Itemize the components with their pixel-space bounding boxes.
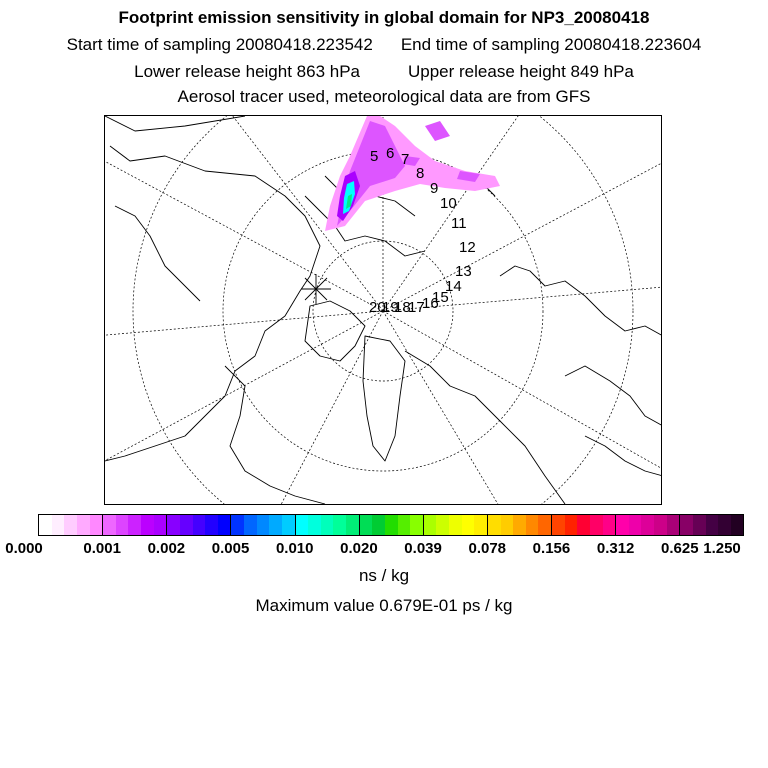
coastline xyxy=(115,206,200,301)
colorbar-cell xyxy=(154,515,167,535)
colorbar-cell xyxy=(308,515,321,535)
colorbar-tick-label: 1.250 xyxy=(703,540,741,557)
colorbar-cell xyxy=(551,515,565,535)
colorbar-cell xyxy=(372,515,385,535)
end-sampling: End time of sampling 20080418.223604 xyxy=(400,35,702,54)
colorbar-cell xyxy=(501,515,514,535)
coastline xyxy=(405,351,565,504)
colorbar-cell xyxy=(230,515,244,535)
trajectory-day-label: 20 xyxy=(369,299,386,316)
colorbar-cell xyxy=(679,515,693,535)
colorbar-cell xyxy=(90,515,103,535)
trajectory-day-label: 13 xyxy=(455,263,472,280)
colorbar-cell xyxy=(693,515,706,535)
colorbar-cell xyxy=(706,515,719,535)
colorbar-cell xyxy=(603,515,616,535)
colorbar-cell xyxy=(385,515,398,535)
colorbar-cell xyxy=(590,515,603,535)
trajectory-day-label: 17 xyxy=(408,299,425,316)
colorbar-cell xyxy=(359,515,373,535)
coastline xyxy=(305,196,425,256)
colorbar-cell xyxy=(487,515,501,535)
greenland xyxy=(363,336,405,461)
colorbar-tick-label: 0.156 xyxy=(532,540,571,557)
colorbar-cell xyxy=(77,515,90,535)
colorbar-cell xyxy=(64,515,77,535)
colorbar-cell xyxy=(641,515,654,535)
colorbar-cell xyxy=(346,515,359,535)
colorbar-cell xyxy=(321,515,334,535)
colorbar-cell xyxy=(193,515,206,535)
colorbar-cell xyxy=(141,515,154,535)
colorbar-cell xyxy=(629,515,642,535)
trajectory-day-label: 10 xyxy=(440,195,457,212)
trajectory-day-label: 14 xyxy=(445,278,462,295)
colorbar-cell xyxy=(731,515,744,535)
meridian-line xyxy=(105,311,383,466)
polar-map xyxy=(105,116,662,505)
colorbar-cell xyxy=(398,515,411,535)
map-frame xyxy=(104,115,662,505)
colorbar-cell xyxy=(410,515,423,535)
sampling-times xyxy=(0,35,768,55)
coastline xyxy=(585,436,662,476)
colorbar-cell xyxy=(513,515,526,535)
coastline xyxy=(565,366,662,426)
colorbar-units: ns / kg xyxy=(358,566,410,585)
meridian-line xyxy=(383,311,662,476)
colorbar-cell xyxy=(667,515,680,535)
colorbar-cell xyxy=(615,515,629,535)
colorbar-cell xyxy=(205,515,218,535)
page-title: Footprint emission sensitivity in global domain for NP3_20080418 xyxy=(118,8,650,27)
trajectory-day-label: 19 xyxy=(382,299,399,316)
colorbar-tick-label: 0.312 xyxy=(596,540,635,557)
colorbar-cell xyxy=(166,515,180,535)
trajectory-day-label: 15 xyxy=(432,289,449,306)
lower-release-height: Lower release height 863 hPa xyxy=(134,62,360,81)
coastline xyxy=(105,116,320,461)
island xyxy=(305,301,365,361)
colorbar-cell xyxy=(526,515,539,535)
coastline xyxy=(225,366,325,504)
trajectory-day-label: 11 xyxy=(451,215,467,232)
colorbar-cell xyxy=(180,515,193,535)
start-sampling: Start time of sampling 20080418.223542 xyxy=(66,35,373,54)
colorbar-tick-label: 0.039 xyxy=(404,540,442,557)
trajectory-day-label: 18 xyxy=(394,299,411,316)
colorbar-cell xyxy=(116,515,129,535)
colorbar-cell xyxy=(577,515,590,535)
colorbar-tick-label: 0.078 xyxy=(468,540,507,557)
colorbar-cell xyxy=(128,515,141,535)
trajectory-day-label: 9 xyxy=(430,180,439,197)
colorbar-cell xyxy=(474,515,487,535)
release-heights xyxy=(0,62,768,82)
colorbar-cell xyxy=(282,515,295,535)
colorbar-cell xyxy=(538,515,551,535)
tracer-info: Aerosol tracer used, meteorological data are from GFS xyxy=(177,87,591,106)
colorbar-tick-label: 0.005 xyxy=(211,540,250,557)
meridian-line xyxy=(105,311,383,336)
maximum-value: Maximum value 0.679E-01 ps / kg xyxy=(255,596,513,615)
trajectory-day-label: 7 xyxy=(401,151,410,168)
asterisk-icon xyxy=(301,274,331,304)
colorbar-cell xyxy=(462,515,475,535)
colorbar-cell xyxy=(244,515,257,535)
colorbar-cell xyxy=(52,515,65,535)
colorbar-cell xyxy=(218,515,231,535)
colorbar xyxy=(38,514,744,536)
colorbar-cell xyxy=(102,515,116,535)
colorbar-cell xyxy=(718,515,731,535)
colorbar-tick-label: 0.020 xyxy=(340,540,378,557)
colorbar-cell xyxy=(295,515,309,535)
colorbar-cell xyxy=(565,515,578,535)
trajectory-day-label: 5 xyxy=(370,148,379,165)
colorbar-tick-label: 0.000 xyxy=(5,540,43,557)
colorbar-cell xyxy=(333,515,346,535)
colorbar-cell xyxy=(654,515,667,535)
colorbar-cell xyxy=(436,515,449,535)
colorbar-tick-label: 0.001 xyxy=(83,540,121,557)
colorbar-cell xyxy=(257,515,270,535)
colorbar-tick-label: 0.625 xyxy=(661,540,699,557)
colorbar-tick-label: 0.002 xyxy=(147,540,186,557)
trajectory-day-label: 16 xyxy=(422,295,439,312)
coastline xyxy=(500,266,662,336)
trajectory-day-label: 6 xyxy=(386,145,395,162)
upper-release-height: Upper release height 849 hPa xyxy=(408,62,634,81)
trajectory-day-label: 8 xyxy=(416,165,425,182)
colorbar-cell xyxy=(423,515,437,535)
colorbar-cell xyxy=(39,515,52,535)
colorbar-cell xyxy=(449,515,462,535)
colorbar-tick-label: 0.010 xyxy=(275,540,314,557)
trajectory-day-label: 12 xyxy=(459,239,476,256)
colorbar-cell xyxy=(269,515,282,535)
